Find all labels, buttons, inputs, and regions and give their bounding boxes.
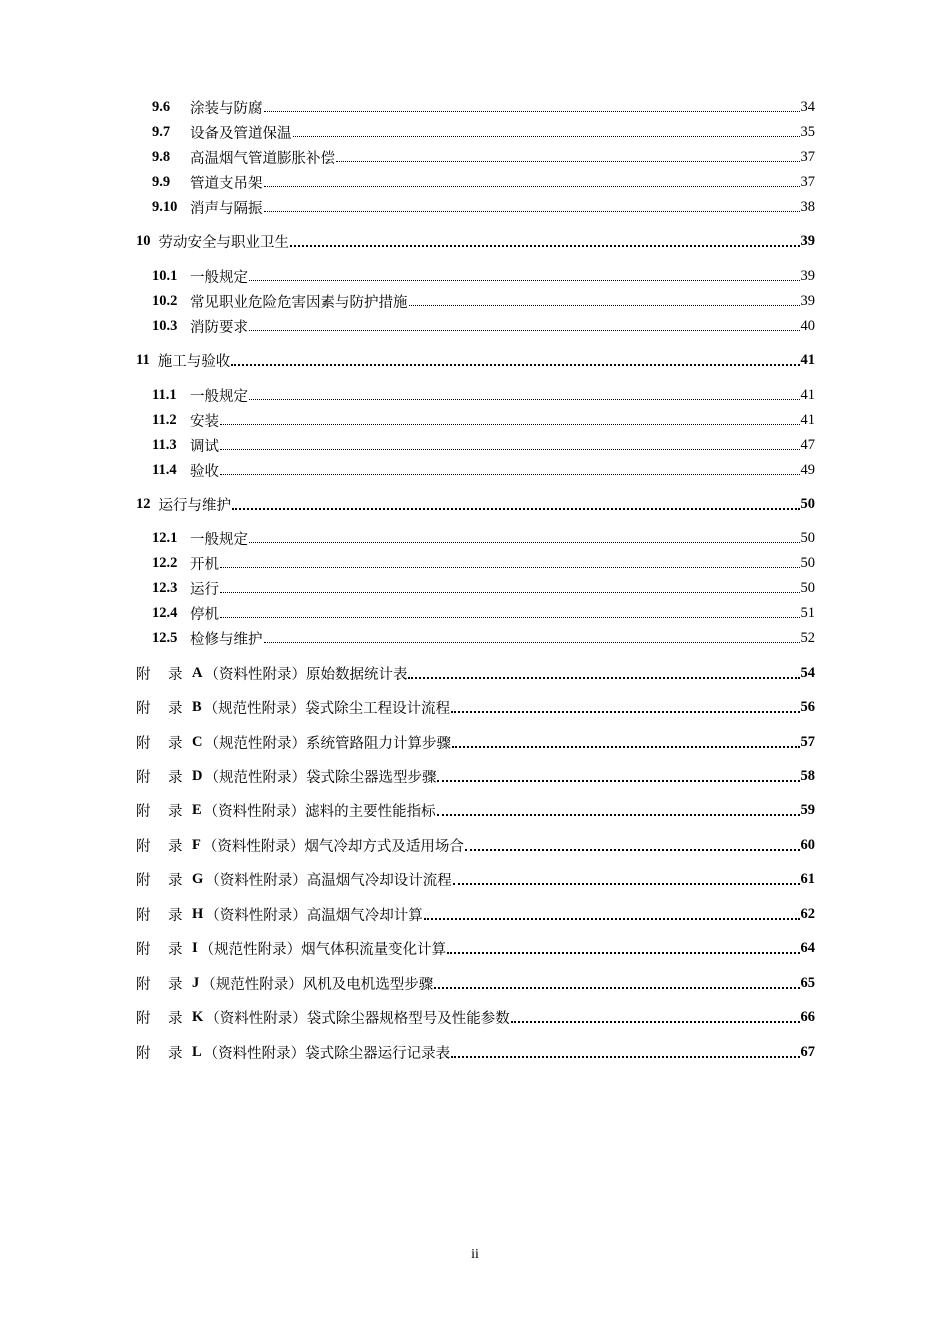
entry-title: 停机 (190, 606, 219, 623)
appendix-page: 66 (800, 1008, 815, 1025)
entry-page: 37 (800, 173, 815, 190)
entry-number: 12.5 (152, 629, 178, 646)
entry-title: 运行 (190, 581, 219, 598)
entry-title: 开机 (190, 556, 219, 573)
entry-page: 50 (800, 579, 815, 596)
toc-chapter[interactable] (136, 349, 815, 371)
entry-page: 40 (800, 317, 815, 334)
toc-entry[interactable] (152, 265, 815, 287)
appendix-page: 60 (800, 836, 815, 853)
dot-leader (220, 616, 800, 618)
toc-appendix[interactable] (136, 799, 815, 821)
appendix-prefix: 附 (136, 769, 151, 786)
toc-appendix[interactable] (136, 696, 815, 718)
toc-entry[interactable] (152, 434, 815, 456)
toc-appendix[interactable] (136, 1006, 815, 1028)
appendix-title: （规范性附录）袋式除尘器选型步骤 (204, 769, 437, 786)
appendix-title: （规范性附录）烟气体积流量变化计算 (199, 941, 447, 958)
entry-number: 12.2 (152, 554, 178, 571)
appendix-title: （资料性附录）高温烟气冷却设计流程 (205, 872, 452, 889)
dot-leader (264, 641, 800, 643)
toc-appendix[interactable] (136, 868, 815, 890)
entry-page: 50 (800, 554, 815, 571)
entry-number: 11.3 (152, 436, 177, 453)
appendix-title: （资料性附录）滤料的主要性能指标 (203, 803, 436, 820)
entry-number: 9.10 (152, 198, 178, 215)
entry-number: 11.2 (152, 411, 177, 428)
entry-number: 9.9 (152, 173, 171, 190)
toc-appendix[interactable] (136, 834, 815, 856)
appendix-page: 61 (800, 870, 815, 887)
appendix-prefix: 附 (136, 838, 151, 855)
chapter-title: 运行与维护 (158, 497, 231, 514)
chapter-number: 10 (136, 232, 151, 249)
toc-appendix[interactable] (136, 972, 815, 994)
appendix-prefix: 录 (168, 666, 183, 683)
toc-entry[interactable] (152, 552, 815, 574)
entry-page: 34 (800, 98, 815, 115)
dot-leader (336, 160, 800, 162)
entry-page: 50 (800, 529, 815, 546)
appendix-page: 67 (800, 1043, 815, 1060)
dot-leader (409, 304, 800, 306)
appendix-prefix: 录 (168, 838, 183, 855)
appendix-title: （资料性附录）原始数据统计表 (204, 666, 408, 683)
appendix-prefix: 录 (168, 769, 183, 786)
appendix-prefix: 附 (136, 1045, 151, 1062)
dot-leader (264, 185, 800, 187)
chapter-number: 11 (136, 351, 150, 368)
dot-leader (264, 110, 800, 112)
toc-entry[interactable] (152, 171, 815, 193)
entry-number: 11.1 (152, 386, 177, 403)
dot-leader (231, 363, 799, 366)
toc-entry[interactable] (152, 196, 815, 218)
appendix-letter: E (192, 801, 202, 818)
entry-title: 一般规定 (190, 388, 248, 405)
dot-leader (437, 779, 799, 782)
appendix-prefix: 附 (136, 666, 151, 683)
toc-entry[interactable] (152, 384, 815, 406)
entry-page: 41 (800, 411, 815, 428)
toc-entry[interactable] (152, 527, 815, 549)
toc-appendix[interactable] (136, 765, 815, 787)
appendix-letter: I (192, 939, 198, 956)
toc-appendix[interactable] (136, 731, 815, 753)
entry-title: 管道支吊架 (190, 175, 263, 192)
entry-title: 消防要求 (190, 319, 248, 336)
appendix-prefix: 录 (168, 700, 183, 717)
entry-title: 验收 (190, 463, 219, 480)
appendix-prefix: 录 (168, 803, 183, 820)
entry-number: 9.8 (152, 148, 171, 165)
appendix-letter: C (192, 733, 203, 750)
dot-leader (290, 244, 800, 247)
toc-entry[interactable] (152, 290, 815, 312)
appendix-letter: G (192, 870, 204, 887)
appendix-letter: D (192, 767, 203, 784)
appendix-page: 54 (800, 664, 815, 681)
toc-appendix[interactable] (136, 662, 815, 684)
entry-title: 设备及管道保温 (190, 125, 292, 142)
entry-page: 39 (800, 267, 815, 284)
dot-leader (249, 398, 800, 400)
entry-number: 10.3 (152, 317, 178, 334)
toc-entry[interactable] (152, 315, 815, 337)
appendix-letter: F (192, 836, 201, 853)
appendix-prefix: 录 (168, 976, 183, 993)
entry-number: 12.1 (152, 529, 178, 546)
appendix-prefix: 附 (136, 700, 151, 717)
appendix-prefix: 附 (136, 976, 151, 993)
dot-leader (437, 813, 800, 816)
toc-entry[interactable] (152, 459, 815, 481)
entry-title: 一般规定 (190, 531, 248, 548)
toc-chapter[interactable] (136, 230, 815, 252)
entry-number: 12.4 (152, 604, 178, 621)
dot-leader (511, 1020, 800, 1023)
appendix-letter: B (192, 698, 202, 715)
entry-title: 检修与维护 (190, 631, 263, 648)
entry-page: 39 (800, 292, 815, 309)
chapter-page: 50 (800, 495, 815, 512)
appendix-title: （规范性附录）袋式除尘工程设计流程 (203, 700, 451, 717)
chapter-title: 劳动安全与职业卫生 (158, 234, 289, 251)
appendix-page: 64 (800, 939, 815, 956)
dot-leader (453, 882, 800, 885)
appendix-page: 57 (800, 733, 815, 750)
dot-leader (249, 279, 800, 281)
chapter-page: 41 (800, 351, 815, 368)
toc-entry[interactable] (152, 577, 815, 599)
toc-entry[interactable] (152, 409, 815, 431)
entry-title: 调试 (190, 438, 219, 455)
appendix-prefix: 录 (168, 872, 183, 889)
toc-entry[interactable] (152, 146, 815, 168)
appendix-page: 65 (800, 974, 815, 991)
appendix-prefix: 录 (168, 1045, 183, 1062)
dot-leader (220, 591, 800, 593)
dot-leader (249, 541, 800, 543)
entry-number: 9.6 (152, 98, 171, 115)
dot-leader (424, 917, 800, 920)
appendix-prefix: 录 (168, 735, 183, 752)
entry-number: 10.1 (152, 267, 178, 284)
dot-leader (451, 710, 799, 713)
entry-number: 10.2 (152, 292, 178, 309)
appendix-letter: L (192, 1043, 202, 1060)
entry-number: 11.4 (152, 461, 177, 478)
entry-page: 47 (800, 436, 815, 453)
appendix-prefix: 附 (136, 941, 151, 958)
appendix-title: （资料性附录）袋式除尘器规格型号及性能参数 (205, 1010, 510, 1027)
appendix-page: 58 (800, 767, 815, 784)
entry-number: 9.7 (152, 123, 171, 140)
chapter-title: 施工与验收 (157, 353, 231, 370)
entry-page: 37 (800, 148, 815, 165)
entry-page: 41 (800, 386, 815, 403)
entry-page: 49 (800, 461, 815, 478)
appendix-prefix: 附 (136, 803, 151, 820)
toc-entry[interactable] (152, 627, 815, 649)
dot-leader (452, 745, 800, 748)
toc-appendix[interactable] (136, 903, 815, 925)
toc-appendix[interactable] (136, 1041, 815, 1063)
dot-leader (408, 676, 799, 679)
dot-leader (451, 1055, 799, 1058)
dot-leader (434, 986, 799, 989)
appendix-prefix: 录 (168, 1010, 183, 1027)
appendix-letter: H (192, 905, 204, 922)
toc-entry[interactable] (152, 602, 815, 624)
entry-title: 消声与隔振 (190, 200, 263, 217)
appendix-letter: K (192, 1008, 204, 1025)
appendix-title: （资料性附录）高温烟气冷却计算 (205, 907, 423, 924)
dot-leader (447, 951, 799, 954)
dot-leader (220, 448, 800, 450)
appendix-title: （资料性附录）袋式除尘器运行记录表 (203, 1045, 451, 1062)
appendix-title: （规范性附录）风机及电机选型步骤 (201, 976, 434, 993)
dot-leader (232, 507, 800, 510)
dot-leader (293, 135, 800, 137)
appendix-prefix: 附 (136, 872, 151, 889)
dot-leader (249, 329, 800, 331)
chapter-page: 39 (800, 232, 815, 249)
appendix-prefix: 附 (136, 735, 151, 752)
appendix-letter: A (192, 664, 203, 681)
appendix-prefix: 附 (136, 1010, 151, 1027)
toc-entry[interactable] (152, 96, 815, 118)
appendix-prefix: 录 (168, 941, 183, 958)
entry-number: 12.3 (152, 579, 178, 596)
entry-title: 常见职业危险危害因素与防护措施 (190, 294, 408, 311)
entry-page: 51 (800, 604, 815, 621)
appendix-page: 56 (800, 698, 815, 715)
dot-leader (264, 210, 800, 212)
chapter-number: 12 (136, 495, 151, 512)
entry-title: 涂装与防腐 (190, 100, 263, 117)
toc-appendix[interactable] (136, 937, 815, 959)
appendix-prefix: 录 (168, 907, 183, 924)
entry-title: 安装 (190, 413, 219, 430)
entry-page: 35 (800, 123, 815, 140)
toc-entry[interactable] (152, 121, 815, 143)
dot-leader (465, 848, 800, 851)
entry-title: 高温烟气管道膨胀补偿 (190, 150, 335, 167)
dot-leader (220, 473, 800, 475)
appendix-title: （资料性附录）烟气冷却方式及适用场合 (202, 838, 464, 855)
appendix-prefix: 附 (136, 907, 151, 924)
page-number: ii (471, 1247, 479, 1262)
appendix-page: 59 (800, 801, 815, 818)
entry-page: 52 (800, 629, 815, 646)
dot-leader (220, 423, 800, 425)
toc-chapter[interactable] (136, 493, 815, 515)
appendix-title: （规范性附录）系统管路阻力计算步骤 (204, 735, 451, 752)
dot-leader (220, 566, 800, 568)
entry-title: 一般规定 (190, 269, 248, 286)
appendix-page: 62 (800, 905, 815, 922)
entry-page: 38 (800, 198, 815, 215)
appendix-letter: J (192, 974, 200, 991)
